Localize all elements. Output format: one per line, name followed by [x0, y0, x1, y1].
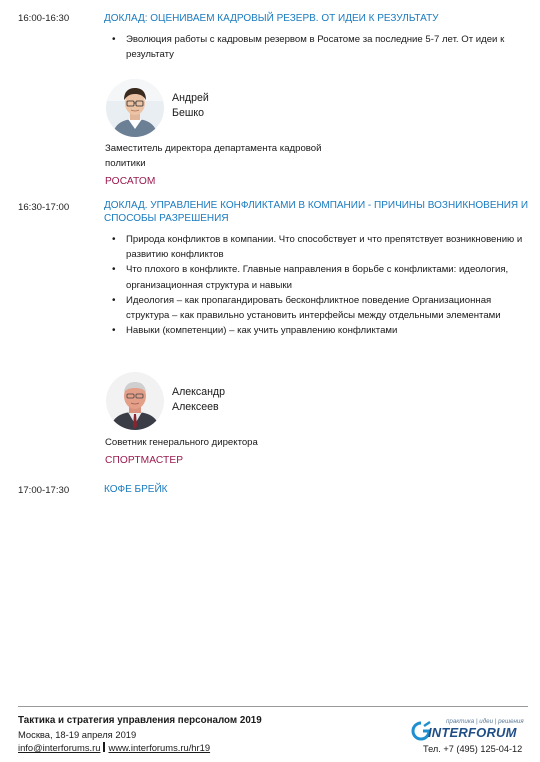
- speaker-2-last-name: Алексеев: [172, 401, 219, 413]
- footer-phone: Тел. +7 (495) 125-04-12: [423, 744, 523, 754]
- footer-divider: [18, 706, 528, 707]
- list-item: • Идеология – как пропагандировать бесконфликтное поведение Организационная структура – как правильно установить интерфейсы между отдельными элементами: [112, 293, 530, 323]
- email-link[interactable]: info@interforums.ru: [18, 742, 101, 753]
- speaker-2-role: Советник генерального директора: [105, 437, 258, 448]
- list-item: • Навыки (компетенции) – как учить управлению конфликтами: [112, 323, 530, 338]
- list-item: • Природа конфликтов в компании. Что способствует и что препятствует возникновению и развитию конфликтов: [112, 232, 530, 262]
- session-1-title: ДОКЛАД: ОЦЕНИВАЕМ КАДРОВЫЙ РЕЗЕРВ. ОТ ИДЕИ К РЕЗУЛЬТАТУ: [104, 13, 439, 24]
- session-2-time: 16:30-17:00: [18, 202, 70, 213]
- website-link[interactable]: www.interforums.ru/hr19: [108, 742, 211, 753]
- speaker-1-company: РОСАТОМ: [105, 176, 156, 187]
- list-item: • Эволюция работы с кадровым резервом в Росатоме за последние 5-7 лет. От идеи к результату: [112, 32, 530, 62]
- link-separator: [103, 742, 105, 752]
- avatar-andrey-beshko: [106, 79, 164, 137]
- speaker-2-first-name: Александр: [172, 386, 226, 398]
- interforum-logo: INTERFORUM: [428, 725, 517, 740]
- footer-event-title: Тактика и стратегия управления персоналом 2019: [18, 715, 262, 726]
- session-2-bullets: [112, 232, 530, 338]
- footer-event-date: Москва, 18-19 апреля 2019: [18, 729, 137, 740]
- speaker-1-last-name: Бешко: [172, 107, 204, 119]
- session-2-title: ДОКЛАД. УПРАВЛЕНИЕ КОНФЛИКТАМИ В КОМПАНИИ - ПРИЧИНЫ ВОЗНИКНОВЕНИЯ И СПОСОБЫ РАЗРЕШЕНИЯ: [104, 200, 529, 224]
- session-1-time: 16:00-16:30: [18, 13, 70, 24]
- session-3-time: 17:00-17:30: [18, 485, 70, 496]
- list-item: • Что плохого в конфликте. Главные направления в борьбе с конфликтами: идеология, организационная структура и навыки: [112, 262, 530, 292]
- session-3-title: КОФЕ БРЕЙК: [104, 484, 168, 495]
- logo-tagline: практика | идеи | решения: [446, 718, 524, 725]
- speaker-2-company: СПОРТМАСТЕР: [105, 455, 184, 466]
- speaker-1-role: Заместитель директора департамента кадровой политики: [105, 143, 322, 169]
- avatar-aleksandr-alekseev: [106, 372, 164, 430]
- footer-links: [18, 742, 210, 753]
- speaker-1-first-name: Андрей: [172, 92, 209, 104]
- session-1-bullets: [112, 32, 530, 62]
